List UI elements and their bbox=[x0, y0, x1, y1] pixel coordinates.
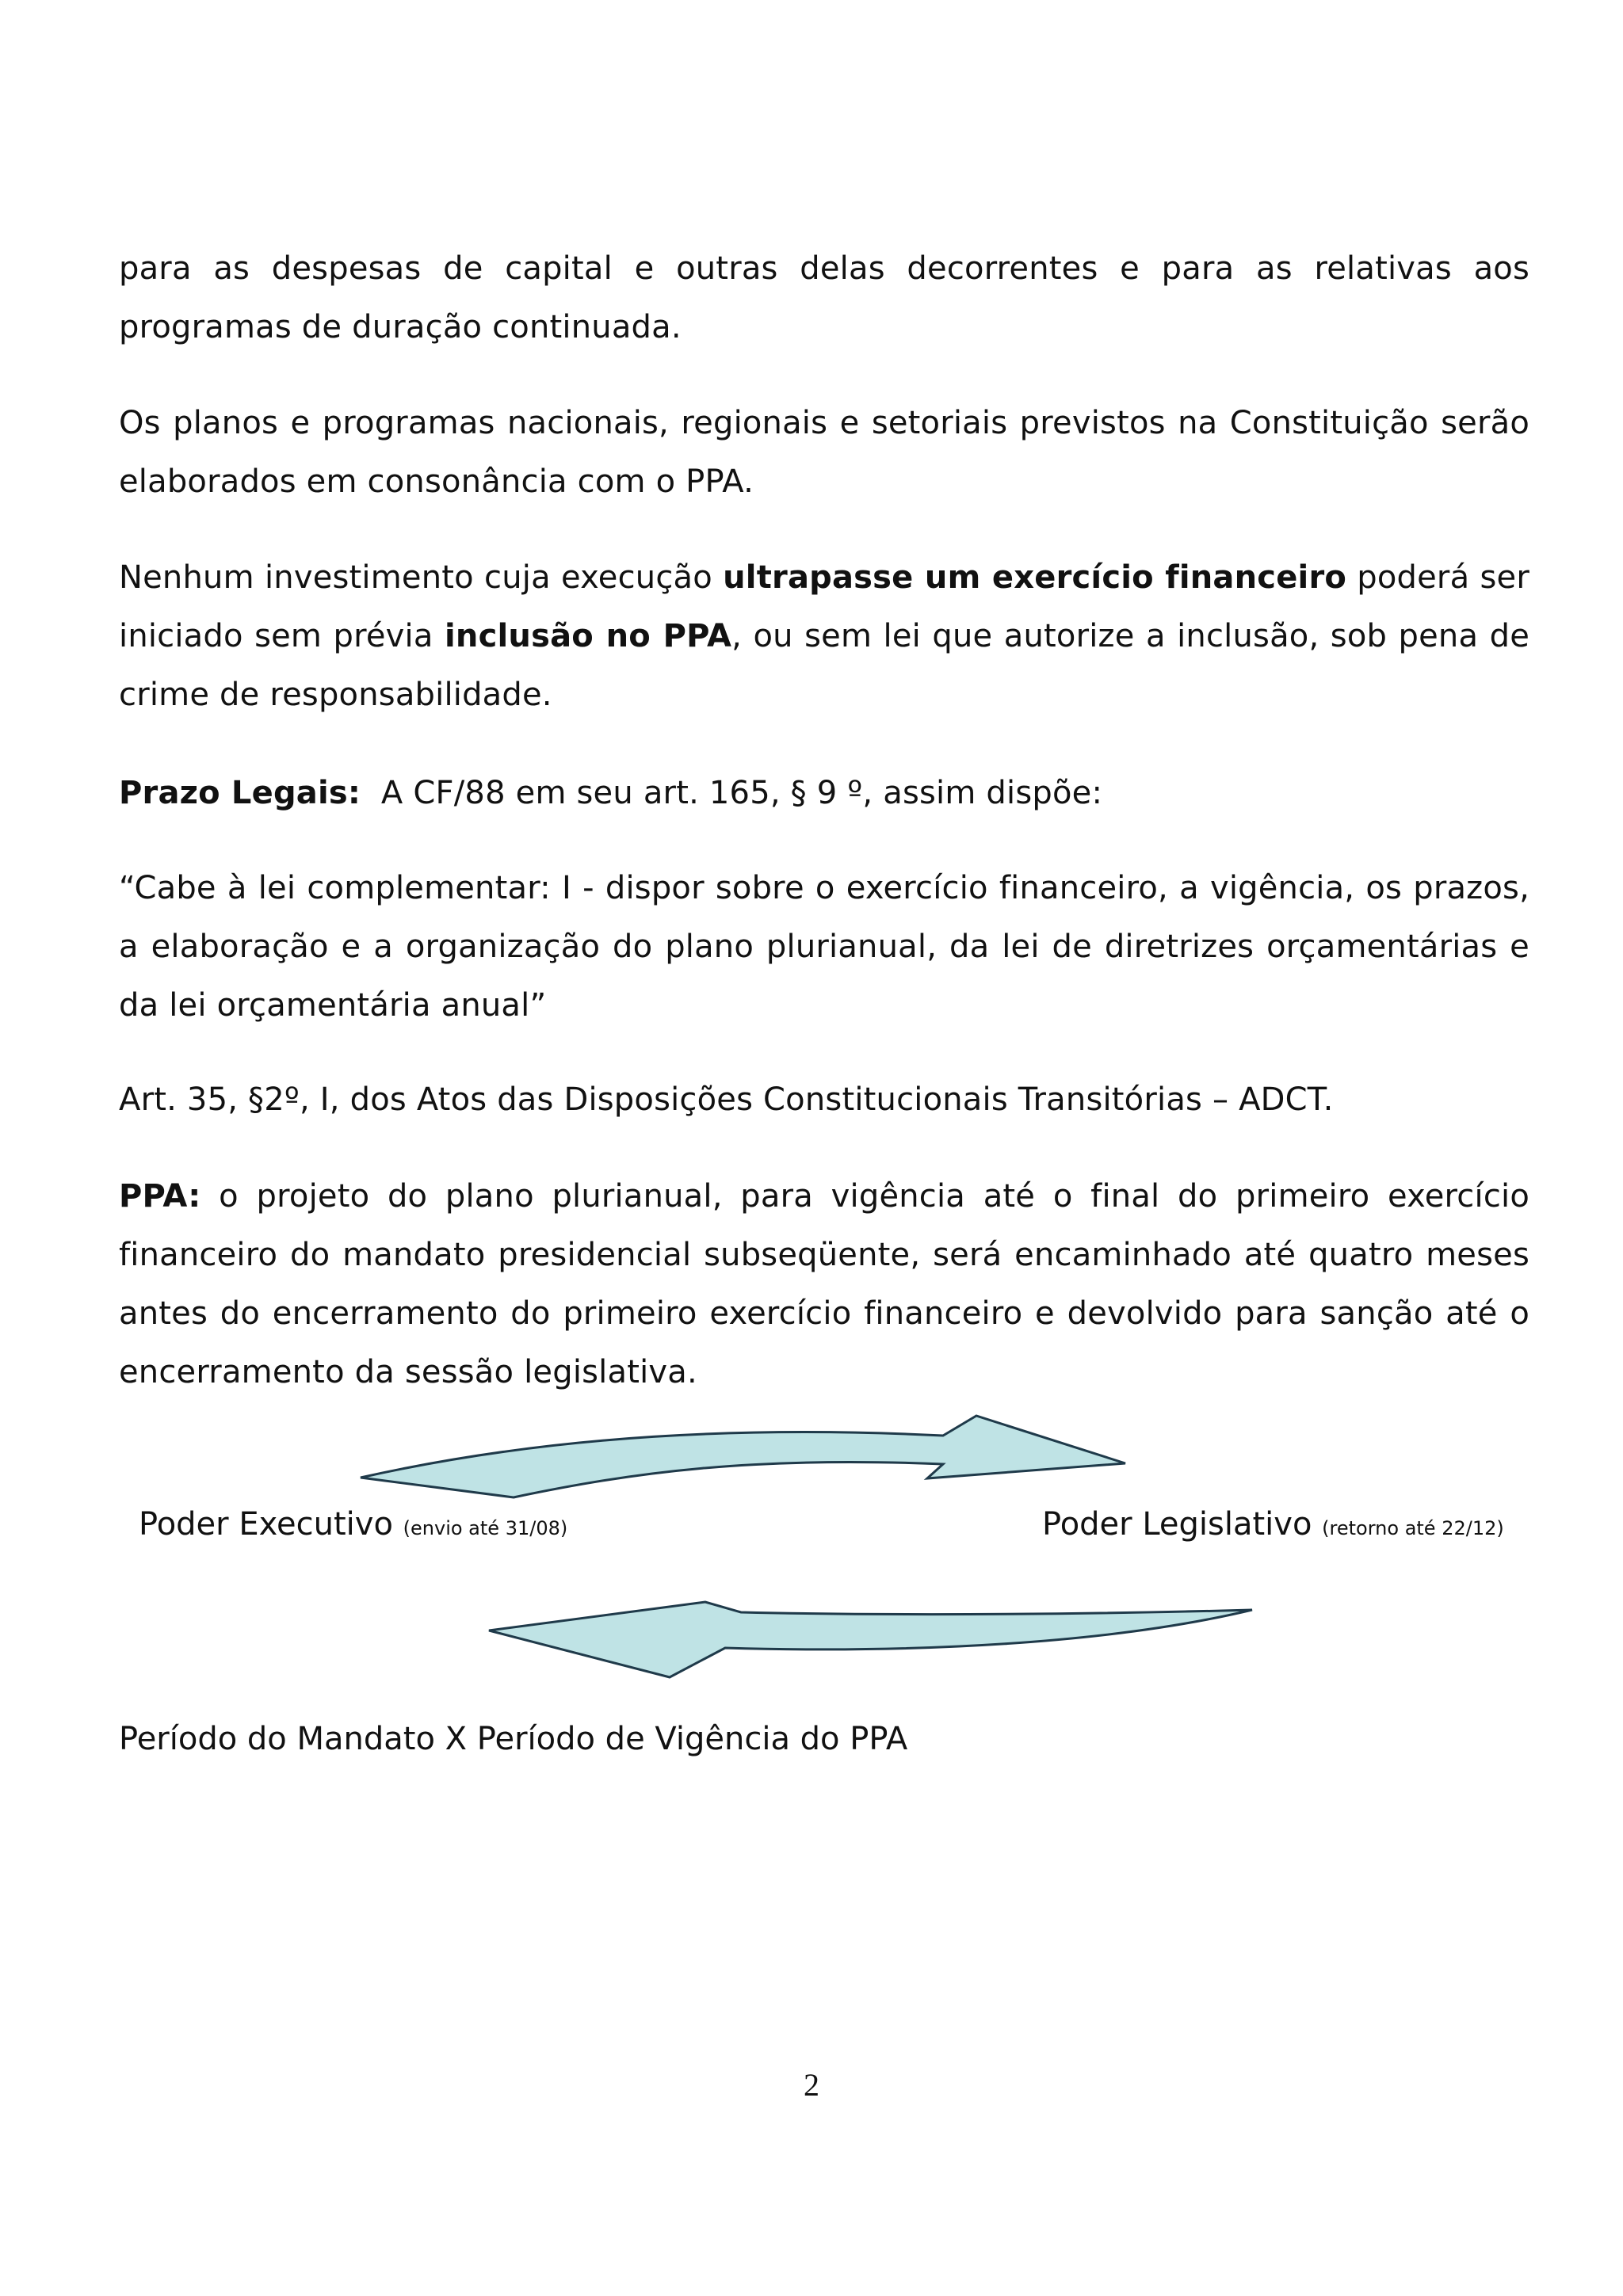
investment-text-c: poderá ser iniciado sem prévia bbox=[119, 559, 1529, 654]
legislative-power-label bbox=[1042, 1505, 1504, 1548]
investment-emphasis-exercise: ultrapasse um exercício financeiro bbox=[723, 559, 1347, 596]
page-number: 2 bbox=[804, 2067, 819, 2103]
legislative-power-name: Poder Legislativo bbox=[1042, 1506, 1312, 1543]
paragraph-national-plans: Os planos e programas nacionais, regionais e setoriais previstos na Constituição serão elaborados em consonância com o PPA. bbox=[119, 405, 1529, 500]
paragraph-adct-reference: Art. 35, §2º, I, dos Atos das Disposições Constitucionais Transitórias – ADCT. bbox=[119, 1081, 1334, 1118]
return-arrow bbox=[489, 1602, 1252, 1677]
legislative-power-note: (retorno até 22/12) bbox=[1322, 1517, 1504, 1539]
investment-text-a: Nenhum investimento cuja execução bbox=[119, 559, 724, 596]
forward-arrow bbox=[361, 1416, 1125, 1497]
legal-deadlines-label: Prazo Legais: bbox=[119, 775, 361, 811]
executive-power-name: Poder Executivo bbox=[139, 1506, 393, 1543]
paragraph-constitution-quote: “Cabe à lei complementar: I - dispor sobre o exercício financeiro, a vigência, os prazos, a elaboração e a organização do plano plurianual, da lei de diretrizes orçamentárias e da lei orçamentária anual” bbox=[119, 870, 1529, 1024]
executive-power-label bbox=[139, 1505, 567, 1548]
ppa-label: PPA: bbox=[119, 1178, 201, 1215]
executive-power-note: (envio até 31/08) bbox=[403, 1517, 568, 1539]
paragraph-capital-expenses: para as despesas de capital e outras delas decorrentes e para as relativas aos programas de duração continuada. bbox=[119, 250, 1529, 345]
ppa-text: o projeto do plano plurianual, para vigência até o final do primeiro exercício financeiro do mandato presidencial subseqüente, será encaminhado até quatro meses antes do encerramento do primeiro exercício financeiro e devolvido para sanção até o encerramento da sessão legislativa. bbox=[119, 1178, 1529, 1390]
investment-text-e: , ou sem lei que autorize a inclusão, sob pena de crime de responsabilidade. bbox=[119, 618, 1530, 713]
legal-deadlines-text: A CF/88 em seu art. 165, § 9 º, assim dispõe: bbox=[361, 775, 1103, 811]
diagram-caption: Período do Mandato X Período de Vigência do PPA bbox=[119, 1721, 908, 1757]
investment-emphasis-ppa: inclusão no PPA bbox=[445, 618, 732, 654]
